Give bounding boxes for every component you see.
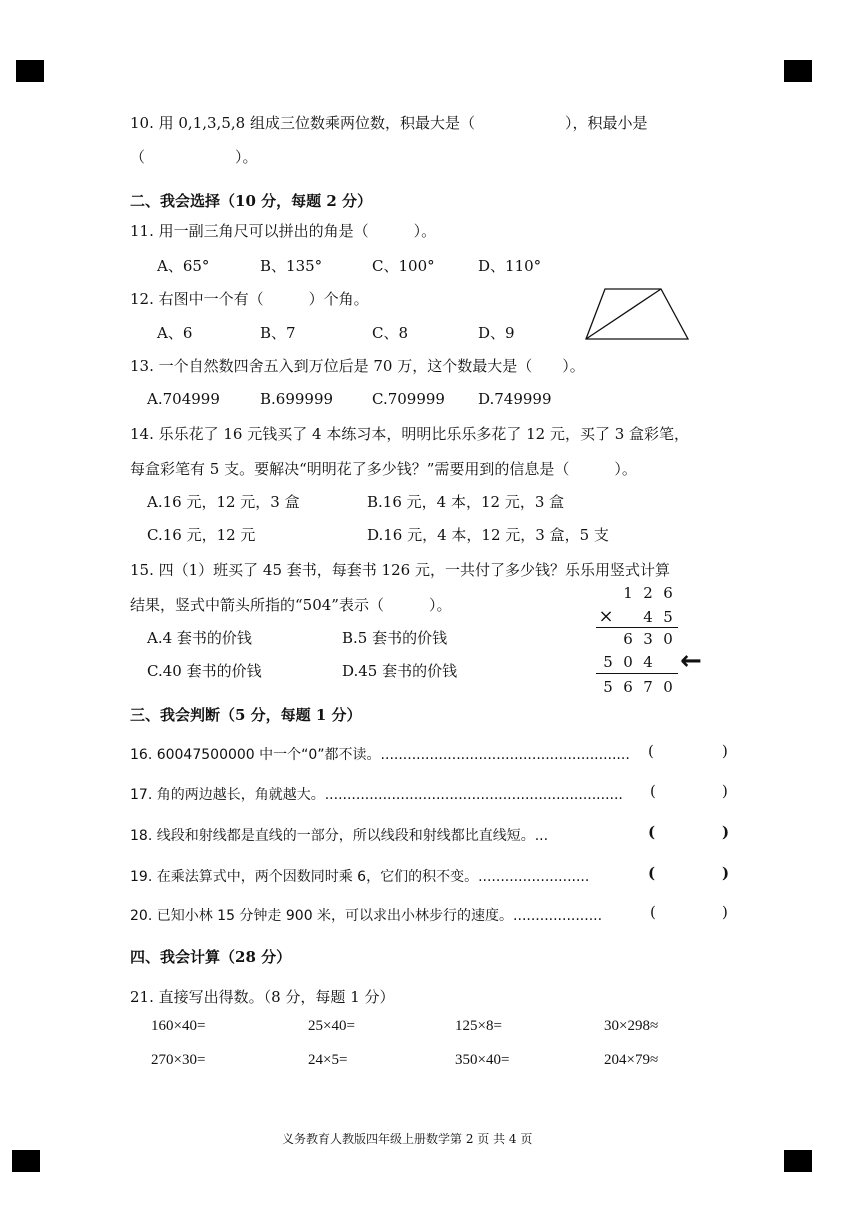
judge-item-17: 17. 角的两边越长，角就越大。................................................................... — [130, 787, 623, 803]
question-14-option-a: A.16 元，12 元，3 盒 — [147, 493, 300, 511]
calc-digit: 6 — [623, 630, 633, 648]
question-12-option-b: B、7 — [260, 324, 296, 342]
calc-digit: 7 — [643, 678, 653, 696]
question-15-line2: 结果，竖式中箭头所指的“504”表示（ ）。 — [130, 596, 452, 614]
question-11-option-b: B、135° — [260, 257, 323, 275]
question-13-option-d: D.749999 — [478, 390, 552, 408]
judge-18-open-paren: ( — [648, 823, 656, 841]
calc-expression: 160×40= — [151, 1018, 206, 1034]
judge-item-19: 19. 在乘法算式中，两个因数同时乘 6，它们的积不变。......................... — [130, 869, 590, 885]
judge-16-open-paren: ( — [648, 742, 654, 760]
calc-expression: 25×40= — [308, 1018, 355, 1034]
question-13-stem: 13. 一个自然数四舍五入到万位后是 70 万，这个数最大是（ ）。 — [130, 357, 585, 375]
calc-rule-1 — [596, 627, 678, 628]
judge-19-open-paren: ( — [648, 864, 656, 882]
judge-20-open-paren: ( — [650, 903, 656, 921]
question-11-option-d: D、110° — [478, 257, 542, 275]
judge-17-open-paren: ( — [650, 782, 656, 800]
judge-17-close-paren: ) — [722, 782, 728, 800]
calc-digit: 5 — [603, 653, 613, 671]
registration-mark-bottom-left — [12, 1150, 40, 1172]
question-13-option-c: C.709999 — [372, 390, 445, 408]
section-3-title: 三、我会判断（5 分，每题 1 分） — [130, 706, 362, 724]
judge-18-close-paren: ) — [722, 823, 730, 841]
judge-item-20: 20. 已知小林 15 分钟走 900 米，可以求出小林步行的速度。.................... — [130, 908, 603, 924]
question-14-option-b: B.16 元，4 本，12 元，3 盒 — [367, 493, 565, 511]
question-15-option-c: C.40 套书的价钱 — [147, 662, 262, 680]
judge-16-close-paren: ) — [722, 742, 728, 760]
question-11-option-c: C、100° — [372, 257, 435, 275]
calc-expression: 270×30= — [151, 1052, 206, 1068]
calc-digit: 4 — [643, 608, 653, 626]
question-12-option-d: D、9 — [478, 324, 515, 342]
calc-digit: 6 — [663, 584, 673, 602]
question-14-line1: 14. 乐乐花了 16 元钱买了 4 本练习本，明明比乐乐多花了 12 元，买了 3 盒彩笔， — [130, 425, 690, 443]
calc-digit: 5 — [663, 608, 673, 626]
calc-digit: 5 — [603, 678, 613, 696]
judge-20-close-paren: ) — [722, 903, 728, 921]
section-4-title: 四、我会计算（28 分） — [130, 948, 292, 966]
question-10-line1: 10. 用 0,1,3,5,8 组成三位数乘两位数，积最大是（ ），积最小是 — [130, 114, 648, 132]
calc-digit: 3 — [643, 630, 653, 648]
section-2-title: 二、我会选择（10 分，每题 2 分） — [130, 192, 372, 210]
calc-expression: 30×298≈ — [604, 1018, 659, 1034]
calc-times-sign: × — [598, 606, 614, 627]
question-15-option-b: B.5 套书的价钱 — [342, 629, 448, 647]
registration-mark-top-left — [16, 60, 44, 82]
question-14-line2: 每盒彩笔有 5 支。要解决“明明花了多少钱？”需要用到的信息是（ ）。 — [130, 460, 637, 478]
calc-digit: 4 — [643, 653, 653, 671]
calc-digit: 0 — [663, 678, 673, 696]
calc-digit: 1 — [623, 584, 633, 602]
calc-digit: 6 — [623, 678, 633, 696]
calc-rule-2 — [596, 673, 678, 674]
calc-expression: 125×8= — [455, 1018, 502, 1034]
question-12-option-c: C、8 — [372, 324, 409, 342]
question-11-stem: 11. 用一副三角尺可以拼出的角是（ ）。 — [130, 222, 437, 240]
calc-expression: 204×79≈ — [604, 1052, 659, 1068]
judge-19-close-paren: ) — [722, 864, 730, 882]
calc-expression: 350×40= — [455, 1052, 510, 1068]
question-12-stem: 12. 右图中一个有（ ）个角。 — [130, 290, 369, 308]
calc-expression: 24×5= — [308, 1052, 348, 1068]
question-13-option-b: B.699999 — [260, 390, 334, 408]
question-12-option-a: A、6 — [157, 324, 193, 342]
calc-arrow-icon: ← — [680, 646, 702, 676]
question-21-stem: 21. 直接写出得数。（8 分，每题 1 分） — [130, 988, 395, 1006]
judge-item-18: 18. 线段和射线都是直线的一部分，所以线段和射线都比直线短。... — [130, 828, 549, 844]
calc-digit: 0 — [623, 653, 633, 671]
vertical-multiplication — [594, 584, 694, 700]
question-15-line1: 15. 四（1）班买了 45 套书，每套书 126 元，一共付了多少钱？乐乐用竖式计算 — [130, 561, 670, 579]
registration-mark-top-right — [784, 60, 812, 82]
registration-mark-bottom-right — [784, 1150, 812, 1172]
page-footer: 义务教育人教版四年级上册数学第 2 页 共 4 页 — [282, 1132, 533, 1146]
calc-digit: 2 — [643, 584, 653, 602]
calc-digit: 0 — [663, 630, 673, 648]
question-13-option-a: A.704999 — [147, 390, 220, 408]
question-11-option-a: A、65° — [157, 257, 210, 275]
question-14-option-c: C.16 元，12 元 — [147, 526, 256, 544]
question-10-line2: （ ）。 — [130, 148, 258, 166]
question-14-option-d: D.16 元，4 本，12 元，3 盒，5 支 — [367, 526, 609, 544]
trapezoid-figure — [583, 286, 693, 342]
judge-item-16: 16. 60047500000 中一个“0”都不读。........................................................ — [130, 747, 630, 763]
question-15-option-d: D.45 套书的价钱 — [342, 662, 458, 680]
question-15-option-a: A.4 套书的价钱 — [147, 629, 252, 647]
